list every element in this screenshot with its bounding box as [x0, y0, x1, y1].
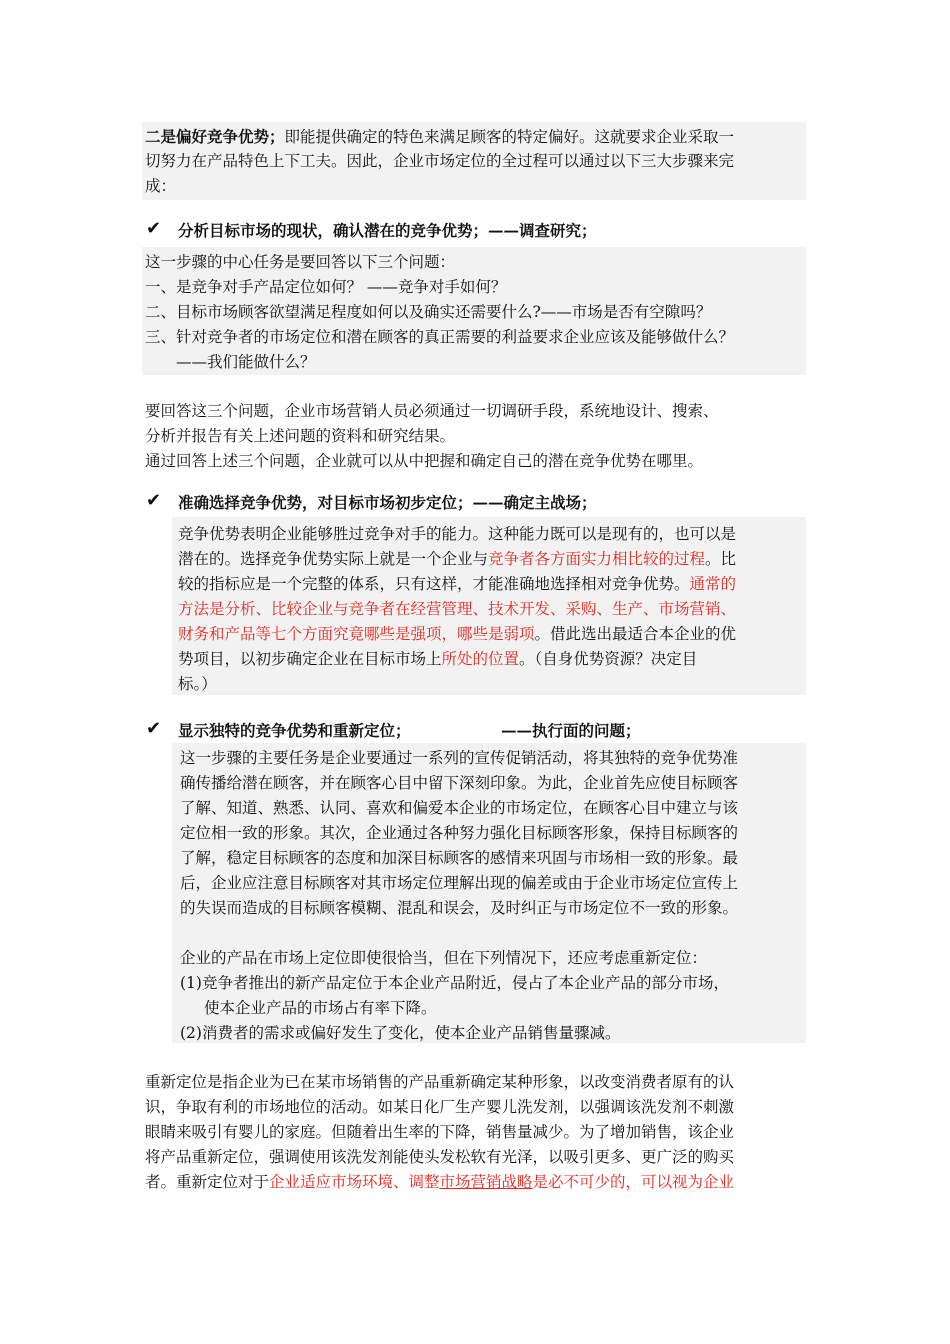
closing-line-5 — [145, 1170, 734, 1195]
intro-line-1-text: 即能提供确定的特色来满足顾客的特定偏好。这就要求企业采取一 — [284, 128, 735, 146]
checkmark-icon: ✔ — [146, 490, 162, 511]
step2-line-4: 方法是分析、比较企业与竞争者在经营管理、技术开发、采购、生产、市场营销、 — [178, 600, 737, 618]
step3-line-5: 了解，稳定目标顾客的态度和加深目标顾客的感情来巩固与市场相一致的形象。最 — [180, 849, 739, 867]
intro-line-1 — [145, 124, 734, 150]
intro-line-3: 成： — [145, 177, 177, 195]
intro-bold-phrase: 二是偏好竞争优势； — [145, 127, 285, 146]
step1-line-5: ——我们能做什么？ — [176, 353, 316, 371]
step2-highlight-4: 所处的位置 — [441, 650, 520, 668]
reposition-condition-1-cont: 使本企业产品的市场占有率下降。 — [204, 999, 437, 1017]
step1-line-2: 一、是竞争对手产品定位如何？ ——竞争对手如何？ — [145, 278, 507, 296]
step3-heading-tail: ——执行面的问题； — [501, 721, 641, 740]
step2-line-6a: 势项目，以初步确定企业在目标市场上 — [178, 650, 442, 668]
step1-line-1: 这一步骤的中心任务是要回答以下三个问题： — [145, 253, 456, 271]
step2-line-3 — [178, 572, 736, 597]
closing-line-1: 重新定位是指企业为已在某市场销售的产品重新确定某种形象，以改变消费者原有的认 — [145, 1073, 735, 1091]
closing-line-3: 眼睛来吸引有婴儿的家庭。但随着出生率的下降，销售量减少。为了增加销售，该企业 — [145, 1123, 735, 1141]
step3-line-7: 的失误而造成的目标顾客模糊、混乱和误会，及时纠正与市场定位不一致的形象。 — [180, 899, 739, 917]
step1-after-2: 分析并报告有关上述问题的资料和研究结果。 — [145, 427, 456, 445]
step2-line-3a: 较的指标应是一个完整的体系，只有这样，才能准确地选择相对竞争优势。 — [178, 575, 690, 593]
reposition-condition-2: (2)消费者的需求或偏好发生了变化，使本企业产品销售量骤减。 — [180, 1024, 621, 1042]
step2-line-1: 竞争优势表明企业能够胜过竞争对手的能力。这种能力既可以是现有的，也可以是 — [178, 525, 737, 543]
step3-line-3: 了解、知道、熟悉、认同、喜欢和偏爱本企业的市场定位，在顾客心目中建立与该 — [180, 799, 739, 817]
step2-highlight-2: 通常的 — [689, 575, 737, 593]
step1-heading: 分析目标市场的现状，确认潜在的竞争优势；——调查研究； — [178, 221, 597, 240]
closing-line-5a: 者。重新定位对于 — [145, 1173, 270, 1191]
step2-line-6c: 。（自身优势资源？决定目 — [519, 650, 698, 668]
step2-line-5b: 。借此选出最适合本企业的优 — [534, 625, 737, 643]
step2-line-5 — [178, 622, 736, 647]
step2-highlight-3: 财务和产品等七个方面究竟哪些是强项，哪些是弱项 — [178, 625, 535, 643]
checkmark-icon: ✔ — [146, 218, 162, 239]
step2-line-2a: 潜在的。选择竞争优势实际上就是一个企业与 — [178, 550, 489, 568]
step2-heading: 准确选择竞争优势，对目标市场初步定位；——确定主战场； — [178, 493, 597, 512]
step2-line-2 — [178, 547, 736, 572]
closing-line-4: 将产品重新定位，强调使用该洗发剂能使头发松软有光泽，以吸引更多、更广泛的购买 — [145, 1148, 735, 1166]
step2-line-7: 标。） — [178, 675, 217, 693]
step1-line-4: 三、针对竞争者的市场定位和潜在顾客的真正需要的利益要求企业应该及能够做什么？ — [145, 328, 735, 346]
closing-highlight-1: 企业适应市场环境、调整 — [269, 1173, 440, 1191]
step3-line-1: 这一步骤的主要任务是企业要通过一系列的宣传促销活动，将其独特的竞争优势准 — [180, 749, 739, 767]
closing-underlined-term: 市场营销战略 — [439, 1173, 533, 1191]
step2-line-6 — [178, 647, 697, 672]
step3-line-4: 定位相一致的形象。其次，企业通过各种努力强化目标顾客形象，保持目标顾客的 — [180, 824, 739, 842]
step1-after-1: 要回答这三个问题，企业市场营销人员必须通过一切调研手段，系统地设计、搜索、 — [145, 402, 719, 420]
closing-highlight-2: 是必不可少的，可以视为企业 — [532, 1173, 735, 1191]
closing-line-2: 识，争取有利的市场地位的活动。如某日化厂生产婴儿洗发剂，以强调该洗发剂不刺激 — [145, 1098, 735, 1116]
reposition-intro: 企业的产品在市场上定位即使很恰当，但在下列情况下，还应考虑重新定位： — [180, 949, 708, 967]
step3-heading: 显示独特的竞争优势和重新定位； — [178, 721, 411, 740]
step2-highlight-1: 竞争者各方面实力相比较的过程 — [488, 550, 706, 568]
step2-line-2c: 。比 — [705, 550, 737, 568]
reposition-condition-1: (1)竞争者推出的新产品定位于本企业产品附近，侵占了本企业产品的部分市场， — [180, 974, 729, 992]
intro-line-2: 切努力在产品特色上下工夫。因此，企业市场定位的全过程可以通过以下三大步骤来完 — [145, 152, 735, 170]
checkmark-icon: ✔ — [146, 718, 162, 739]
step3-line-2: 确传播给潜在顾客，并在顾客心目中留下深刻印象。为此，企业首先应使目标顾客 — [180, 774, 739, 792]
step1-line-3: 二、目标市场顾客欲望满足程度如何以及确实还需要什么?——市场是否有空隙吗？ — [145, 303, 712, 321]
step1-after-3: 通过回答上述三个问题，企业就可以从中把握和确定自己的潜在竞争优势在哪里。 — [145, 452, 704, 470]
step3-line-6: 后，企业应注意目标顾客对其市场定位理解出现的偏差或由于企业市场定位宣传上 — [180, 874, 739, 892]
